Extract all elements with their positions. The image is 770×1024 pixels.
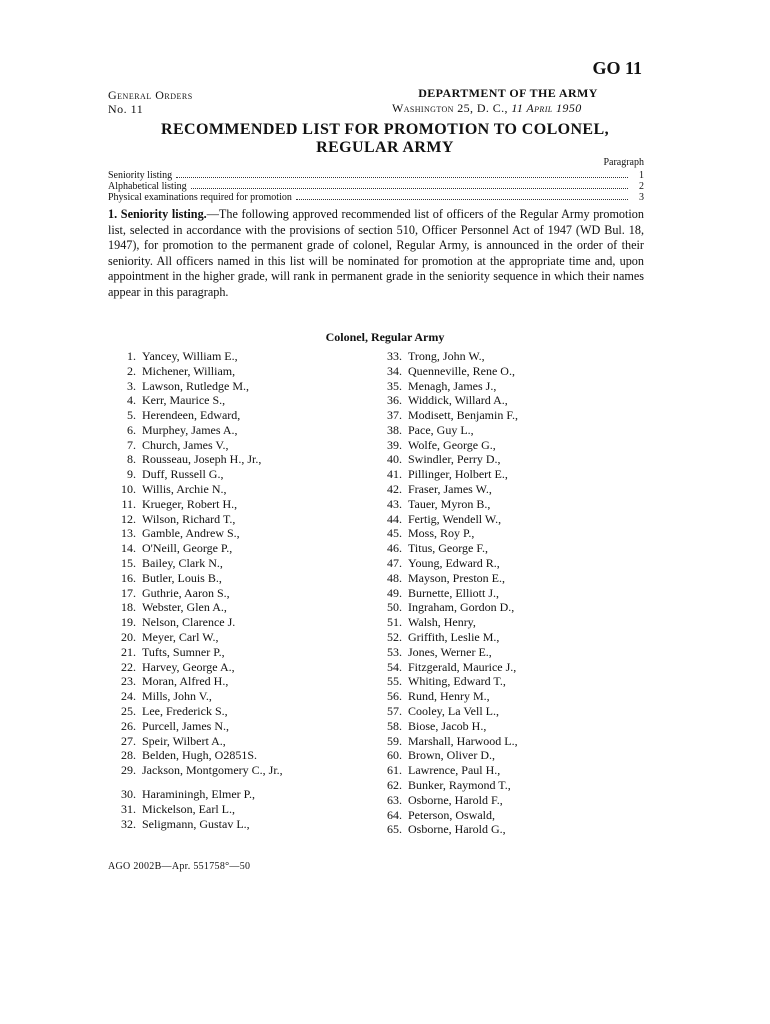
- list-item-name: Marshall, Harwood L.,: [408, 733, 518, 748]
- list-item-number: 8.: [127, 452, 136, 467]
- list-item-number: 61.: [387, 763, 402, 778]
- list-item-number: 48.: [387, 570, 402, 585]
- right-name-column: [378, 349, 518, 837]
- list-item-name: Herendeen, Edward,: [142, 408, 241, 423]
- list-item-number: 32.: [121, 816, 136, 831]
- list-item-number: 30.: [121, 787, 136, 802]
- list-item: [378, 719, 518, 734]
- list-item-number: 49.: [387, 585, 402, 600]
- toc-number: 1: [639, 170, 644, 181]
- table-of-contents: [108, 170, 644, 203]
- list-item: [112, 704, 283, 719]
- list-item-number: 62.: [387, 778, 402, 793]
- list-item-name: Butler, Louis B.,: [142, 570, 222, 585]
- list-item-name: Brown, Oliver D.,: [408, 748, 495, 763]
- list-item-name: Michener, William,: [142, 363, 236, 378]
- list-item-number: 13.: [121, 526, 136, 541]
- list-item-number: 15.: [121, 556, 136, 571]
- list-item: [378, 497, 518, 512]
- list-item-name: Griffith, Leslie M.,: [408, 630, 500, 645]
- list-item-number: 31.: [121, 801, 136, 816]
- list-item-number: 65.: [387, 822, 402, 837]
- paragraph-1: [108, 207, 644, 300]
- toc-label: Alphabetical listing: [108, 181, 187, 192]
- list-item-name: Harvey, George A.,: [142, 659, 235, 674]
- list-item-name: Fraser, James W.,: [408, 482, 492, 497]
- list-item: [378, 778, 518, 793]
- department-block: [392, 86, 624, 116]
- document-code: GO 11: [592, 58, 642, 78]
- list-item-number: 20.: [121, 630, 136, 645]
- list-item-number: 12.: [121, 511, 136, 526]
- list-item: [112, 719, 283, 734]
- list-item: [112, 802, 283, 817]
- list-item-name: Osborne, Harold G.,: [408, 822, 506, 837]
- list-item-number: 17.: [121, 585, 136, 600]
- list-item-name: Haraminingh, Elmer P.,: [142, 787, 255, 802]
- list-item-number: 51.: [387, 615, 402, 630]
- list-item-number: 58.: [387, 718, 402, 733]
- list-item: [378, 364, 518, 379]
- list-item: [112, 615, 283, 630]
- list-item-number: 59.: [387, 733, 402, 748]
- list-item-number: 3.: [127, 378, 136, 393]
- list-item-name: Menagh, James J.,: [408, 378, 497, 393]
- list-item-name: Krueger, Robert H.,: [142, 496, 238, 511]
- list-item: [112, 438, 283, 453]
- toc-leader: [176, 177, 628, 178]
- list-item: [378, 586, 518, 601]
- list-item-name: Church, James V.,: [142, 437, 229, 452]
- list-item-number: 16.: [121, 570, 136, 585]
- list-item: [378, 601, 518, 616]
- list-item-number: 36.: [387, 393, 402, 408]
- list-item: [378, 615, 518, 630]
- list-item-number: 29.: [121, 763, 136, 778]
- list-item-name: Nelson, Clarence J.: [142, 615, 236, 630]
- list-item: [112, 497, 283, 512]
- list-item: [378, 527, 518, 542]
- list-heading: Colonel, Regular Army: [325, 330, 445, 344]
- list-item-number: 10.: [121, 482, 136, 497]
- list-item-name: Duff, Russell G.,: [142, 467, 224, 482]
- list-item: [378, 512, 518, 527]
- list-item-number: 28.: [121, 748, 136, 763]
- list-item-name: Lawson, Rutledge M.,: [142, 378, 249, 393]
- issue-date: 11 April 1950: [511, 101, 582, 115]
- list-item: [112, 467, 283, 482]
- list-item-name: Cooley, La Vell L.,: [408, 704, 499, 719]
- list-item-number: 37.: [387, 408, 402, 423]
- list-item-name: Guthrie, Aaron S.,: [142, 585, 230, 600]
- list-item-name: Lee, Frederick S.,: [142, 704, 228, 719]
- list-item-name: Pillinger, Holbert E.,: [408, 467, 508, 482]
- list-item-name: Purcell, James N.,: [142, 718, 229, 733]
- list-item-name: Belden, Hugh, O2851S.: [142, 748, 257, 763]
- list-item: [112, 763, 283, 778]
- list-item-name: Peterson, Oswald,: [408, 807, 495, 822]
- list-item-number: 35.: [387, 378, 402, 393]
- list-item-number: 19.: [121, 615, 136, 630]
- list-item-number: 50.: [387, 600, 402, 615]
- list-item-number: 39.: [387, 437, 402, 452]
- toc-row: [108, 170, 644, 181]
- list-item-name: Kerr, Maurice S.,: [142, 393, 226, 408]
- list-item: [378, 482, 518, 497]
- list-item-name: Moran, Alfred H.,: [142, 674, 229, 689]
- list-item-number: 63.: [387, 792, 402, 807]
- list-item: [112, 675, 283, 690]
- list-item-number: 57.: [387, 704, 402, 719]
- list-item-number: 45.: [387, 526, 402, 541]
- list-item: [112, 571, 283, 586]
- list-item-name: Wolfe, George G.,: [408, 437, 496, 452]
- list-item-name: Jackson, Montgomery C., Jr.,: [142, 763, 283, 778]
- list-item: [378, 349, 518, 364]
- list-item-name: Seligmann, Gustav L.,: [142, 816, 250, 831]
- footer-print-code: AGO 2002B—Apr. 551758°—50: [108, 861, 251, 872]
- list-item-number: 55.: [387, 674, 402, 689]
- list-item-name: Yancey, William E.,: [142, 348, 238, 363]
- list-item: [378, 453, 518, 468]
- list-item-number: 40.: [387, 452, 402, 467]
- list-item: [378, 571, 518, 586]
- list-item: [378, 393, 518, 408]
- location: Washington 25, D. C.,: [392, 101, 512, 115]
- list-item: [112, 817, 283, 832]
- list-item: [112, 689, 283, 704]
- list-item: [112, 586, 283, 601]
- list-item-name: Tufts, Sumner P.,: [142, 644, 225, 659]
- list-item-name: Mayson, Preston E.,: [408, 570, 505, 585]
- list-item-name: Webster, Glen A.,: [142, 600, 227, 615]
- list-item-name: Gamble, Andrew S.,: [142, 526, 240, 541]
- title-line-2: REGULAR ARMY: [316, 139, 454, 156]
- paragraph-column-heading: Paragraph: [603, 157, 644, 168]
- list-item-name: Whiting, Edward T.,: [408, 674, 506, 689]
- list-item-name: Modisett, Benjamin F.,: [408, 408, 519, 423]
- toc-leader: [296, 199, 628, 200]
- list-item-number: 1.: [127, 348, 136, 363]
- list-item-number: 60.: [387, 748, 402, 763]
- list-item-name: Rund, Henry M.,: [408, 689, 490, 704]
- list-item-name: Murphey, James A.,: [142, 422, 238, 437]
- list-item-number: 27.: [121, 733, 136, 748]
- document-title: [0, 121, 770, 157]
- list-item: [378, 423, 518, 438]
- list-item-number: 21.: [121, 644, 136, 659]
- list-item-number: 24.: [121, 689, 136, 704]
- list-item-name: Walsh, Henry,: [408, 615, 476, 630]
- toc-label: Seniority listing: [108, 170, 173, 181]
- list-item-name: Meyer, Carl W.,: [142, 630, 219, 645]
- list-item-name: Titus, George F.,: [408, 541, 489, 556]
- left-name-column: [112, 349, 283, 832]
- list-item-name: Tauer, Myron B.,: [408, 496, 491, 511]
- list-item-name: Young, Edward R.,: [408, 556, 500, 571]
- list-item: [112, 364, 283, 379]
- list-item: [112, 749, 283, 764]
- list-item: [112, 734, 283, 749]
- list-item-name: Rousseau, Joseph H., Jr.,: [142, 452, 262, 467]
- list-item-number: 43.: [387, 496, 402, 511]
- list-item: [112, 645, 283, 660]
- list-item: [112, 482, 283, 497]
- list-item-name: Bunker, Raymond T.,: [408, 778, 511, 793]
- orders-number: No. 11: [108, 102, 144, 116]
- list-item: [112, 541, 283, 556]
- list-item: [378, 749, 518, 764]
- list-item: [378, 408, 518, 423]
- list-item-name: Lawrence, Paul H.,: [408, 763, 501, 778]
- list-item-number: 44.: [387, 511, 402, 526]
- list-item-name: Biose, Jacob H.,: [408, 718, 487, 733]
- list-item: [378, 675, 518, 690]
- toc-number: 3: [639, 192, 644, 203]
- list-item-number: 26.: [121, 718, 136, 733]
- list-item: [378, 467, 518, 482]
- list-item-name: Ingraham, Gordon D.,: [408, 600, 515, 615]
- list-item-number: 2.: [127, 363, 136, 378]
- list-item-number: 7.: [127, 437, 136, 452]
- list-item-number: 9.: [127, 467, 136, 482]
- general-orders-block: [108, 88, 193, 116]
- list-item: [378, 645, 518, 660]
- list-item-name: Wilson, Richard T.,: [142, 511, 236, 526]
- list-item: [378, 379, 518, 394]
- list-item: [112, 512, 283, 527]
- list-item: [112, 408, 283, 423]
- list-item: [112, 630, 283, 645]
- list-item: [112, 379, 283, 394]
- list-item-number: 38.: [387, 422, 402, 437]
- list-item-name: Moss, Roy P.,: [408, 526, 475, 541]
- list-item-number: 33.: [387, 348, 402, 363]
- list-item-number: 64.: [387, 807, 402, 822]
- list-item: [378, 630, 518, 645]
- list-item-name: Osborne, Harold F.,: [408, 792, 503, 807]
- list-item: [112, 601, 283, 616]
- list-item: [378, 689, 518, 704]
- list-item-number: 47.: [387, 556, 402, 571]
- list-item-number: 18.: [121, 600, 136, 615]
- list-item-number: 42.: [387, 482, 402, 497]
- list-item-number: 22.: [121, 659, 136, 674]
- list-item: [378, 763, 518, 778]
- list-item: [112, 660, 283, 675]
- list-item-name: Widdick, Willard A.,: [408, 393, 508, 408]
- list-item-number: 41.: [387, 467, 402, 482]
- list-item-name: Burnette, Elliott J.,: [408, 585, 499, 600]
- list-item-number: 46.: [387, 541, 402, 556]
- list-item: [378, 660, 518, 675]
- list-item: [378, 704, 518, 719]
- list-item-number: 23.: [121, 674, 136, 689]
- list-item: [112, 453, 283, 468]
- list-item-number: 56.: [387, 689, 402, 704]
- department-name: DEPARTMENT OF THE ARMY: [418, 86, 598, 100]
- list-item: [378, 556, 518, 571]
- list-item-number: 11.: [121, 496, 136, 511]
- list-item-number: 53.: [387, 644, 402, 659]
- list-item-name: Trong, John W.,: [408, 348, 485, 363]
- list-item: [112, 787, 283, 802]
- toc-label: Physical examinations required for promotion: [108, 192, 292, 203]
- toc-leader: [191, 188, 628, 189]
- toc-row: [108, 181, 644, 192]
- toc-row: [108, 192, 644, 203]
- list-item-number: 34.: [387, 363, 402, 378]
- list-item-number: 14.: [121, 541, 136, 556]
- list-item-name: Pace, Guy L.,: [408, 422, 474, 437]
- list-item-name: Swindler, Perry D.,: [408, 452, 501, 467]
- paragraph-1-text: —The following approved recommended list of officers of the Regular Army promotion list, selected in accordance with the provisions of section 510, Officer Personnel Act of 1947 (WD Bul. 18, 1947), for promotion to the permanent grade of colonel, Regular Army, is announced in the order of their seniority. All officers named in this list will be nominated for promotion at the appropriate time and, upon appointment in the higher grade, will rank in permanent grade in the seniority sequence in which their names appear in this paragraph.: [108, 207, 644, 299]
- list-item-number: 25.: [121, 704, 136, 719]
- list-item-name: Willis, Archie N.,: [142, 482, 227, 497]
- list-item: [378, 541, 518, 556]
- list-item-name: Fertig, Wendell W.,: [408, 511, 502, 526]
- list-item: [112, 393, 283, 408]
- toc-number: 2: [639, 181, 644, 192]
- list-item-name: Quenneville, Rene O.,: [408, 363, 515, 378]
- list-item: [112, 349, 283, 364]
- list-item-name: Mickelson, Earl L.,: [142, 801, 235, 816]
- list-item-number: 52.: [387, 630, 402, 645]
- list-item-number: 5.: [127, 408, 136, 423]
- list-item-name: O'Neill, George P.,: [142, 541, 233, 556]
- list-item: [112, 556, 283, 571]
- list-item-name: Mills, John V.,: [142, 689, 212, 704]
- list-item-name: Bailey, Clark N.,: [142, 556, 223, 571]
- list-item: [378, 734, 518, 749]
- general-orders-label: General Orders: [108, 88, 193, 102]
- list-item-number: 4.: [127, 393, 136, 408]
- location-date: [392, 101, 624, 116]
- list-item-name: Speir, Wilbert A.,: [142, 733, 226, 748]
- list-item: [378, 793, 518, 808]
- list-item-number: 6.: [127, 422, 136, 437]
- list-item: [378, 438, 518, 453]
- paragraph-1-lead: 1. Seniority listing.: [108, 207, 207, 221]
- list-item-name: Jones, Werner E.,: [408, 644, 492, 659]
- list-item-number: 54.: [387, 659, 402, 674]
- title-line-1: RECOMMENDED LIST FOR PROMOTION TO COLONEL,: [161, 121, 609, 138]
- list-item-name: Fitzgerald, Maurice J.,: [408, 659, 517, 674]
- list-item: [112, 527, 283, 542]
- list-item: [378, 808, 518, 823]
- list-item: [112, 423, 283, 438]
- list-item: [378, 823, 518, 838]
